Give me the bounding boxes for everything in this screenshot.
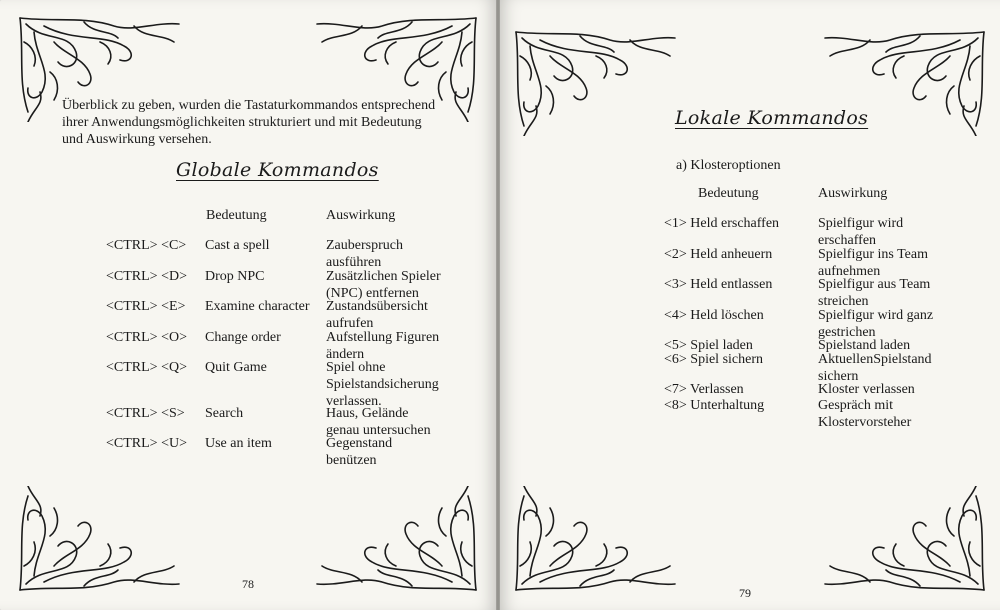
command-key: <CTRL> <D> — [106, 269, 187, 284]
section-subheading: a) Klosteroptionen — [676, 158, 781, 173]
command-meaning: <3> Held entlassen — [664, 277, 773, 292]
command-effect: Spiel ohne Spielstandsicherung verlassen. — [326, 360, 439, 409]
column-header-meaning: Bedeutung — [206, 208, 267, 223]
page-title: Lokale Kommandos — [675, 107, 869, 129]
column-header-meaning: Bedeutung — [698, 186, 759, 201]
command-effect: Gegenstand benützen — [326, 436, 393, 468]
command-key: <CTRL> <O> — [106, 330, 187, 345]
command-effect: Spielstand laden — [818, 338, 911, 353]
command-meaning: Change order — [205, 330, 281, 345]
left-page — [0, 0, 496, 610]
command-effect: Zusätzlichen Spieler (NPC) entfernen — [326, 269, 441, 301]
command-effect: Spielfigur aus Team streichen — [818, 277, 931, 309]
column-header-effect: Auswirkung — [326, 208, 396, 223]
command-meaning: <6> Spiel sichern — [664, 352, 763, 367]
column-header-effect: Auswirkung — [818, 186, 888, 201]
command-meaning: Use an item — [205, 436, 272, 451]
scroll-flourish-icon — [312, 486, 482, 596]
command-meaning: <2> Held anheuern — [664, 247, 773, 262]
scroll-flourish-icon — [820, 486, 990, 596]
command-meaning: <1> Held erschaffen — [664, 216, 780, 231]
page-number: 79 — [739, 586, 751, 600]
command-effect: Spielfigur ins Team aufnehmen — [818, 247, 928, 279]
command-meaning: <8> Unterhaltung — [664, 398, 765, 413]
command-effect: Haus, Gelände genau untersuchen — [326, 406, 431, 438]
scroll-flourish-icon — [14, 486, 184, 596]
command-effect: Gespräch mit Klostervorsteher — [818, 398, 912, 430]
command-meaning: <7> Verlassen — [664, 382, 744, 397]
intro-paragraph: Überblick zu geben, wurden die Tastaturkommandos entsprechend ihrer Anwendungsmöglichkeiten strukturiert und mit Bedeutung und Auswirkung versehen. — [62, 98, 436, 147]
command-key: <CTRL> <U> — [106, 436, 187, 451]
command-effect: Kloster verlassen — [818, 382, 915, 397]
command-effect: Spielfigur wird erschaffen — [818, 216, 904, 248]
scroll-flourish-icon — [510, 486, 680, 596]
command-meaning: Search — [205, 406, 244, 421]
command-meaning: Cast a spell — [205, 238, 270, 253]
command-meaning: Drop NPC — [205, 269, 265, 284]
command-key: <CTRL> <Q> — [106, 360, 187, 375]
right-page — [500, 0, 1000, 610]
command-effect: Zustandsübersicht aufrufen — [326, 299, 428, 331]
command-key: <CTRL> <S> — [106, 406, 185, 421]
command-key: <CTRL> <E> — [106, 299, 186, 314]
command-effect: AktuellenSpielstand sichern — [818, 352, 932, 384]
command-meaning: Examine character — [205, 299, 310, 314]
command-effect: Aufstellung Figuren ändern — [326, 330, 440, 362]
command-effect: Spielfigur wird ganz gestrichen — [818, 308, 934, 340]
command-meaning: <5> Spiel laden — [664, 338, 753, 353]
page-title: Globale Kommandos — [176, 159, 379, 181]
page-number: 78 — [242, 577, 254, 591]
command-effect: Zauberspruch ausführen — [326, 238, 403, 270]
command-key: <CTRL> <C> — [106, 238, 187, 253]
command-meaning: <4> Held löschen — [664, 308, 764, 323]
command-meaning: Quit Game — [205, 360, 267, 375]
scroll-flourish-icon — [510, 26, 680, 136]
